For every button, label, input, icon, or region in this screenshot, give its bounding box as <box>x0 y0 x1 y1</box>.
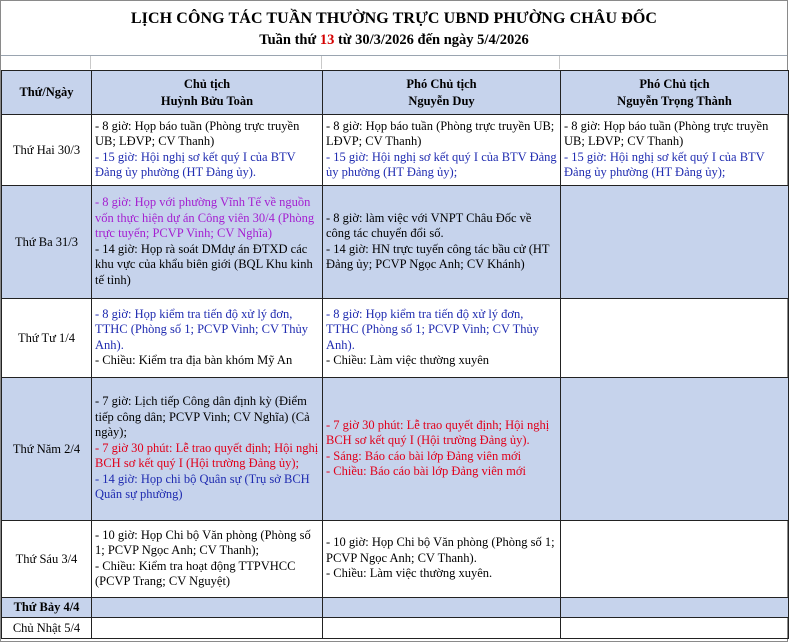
schedule-cell-empty <box>561 299 789 378</box>
schedule-entry: - Sáng: Báo cáo bài lớp Đảng viên mới <box>326 448 522 463</box>
schedule-entry: - 15 giờ: Hội nghị sơ kết quý I của BTV Đảng ủy phường (HT Đảng ủy). <box>95 149 296 179</box>
header-person: Nguyễn Trọng Thành <box>617 93 732 108</box>
schedule-entry: - 8 giờ: làm việc với VNPT Châu Đốc về công tác chuyển đổi số. <box>326 210 532 240</box>
table-row <box>2 618 789 639</box>
header-role: Phó Chủ tịch <box>406 76 477 91</box>
schedule-entry: - 14 giờ: Họp rà soát DMdự án ĐTXD các khu vực của khẩu biên giới (BQL Khu kinh tế tỉnh) <box>95 241 313 287</box>
schedule-cell-empty <box>561 618 789 639</box>
table-row <box>2 186 789 299</box>
spacer-cell <box>1 56 91 69</box>
day-cell: Thứ Sáu 3/4 <box>2 521 92 598</box>
title-block <box>1 1 787 56</box>
schedule-cell <box>92 115 323 186</box>
schedule-cell-empty <box>323 618 561 639</box>
page-subtitle <box>1 31 787 49</box>
schedule-cell-empty <box>561 521 789 598</box>
schedule-cell <box>92 521 323 598</box>
schedule-entry: - 8 giờ: Họp kiểm tra tiến độ xử lý đơn, TTHC (Phòng số 1; PCVP Vinh; CV Thủy Anh). <box>326 306 540 352</box>
schedule-entry: - 10 giờ: Họp Chi bộ Văn phòng (Phòng số 1; PCVP Ngọc Anh; CV Thanh); <box>95 527 311 557</box>
schedule-cell <box>92 186 323 299</box>
table-row <box>2 378 789 521</box>
header-row <box>2 71 789 115</box>
schedule-cell-empty <box>561 186 789 299</box>
schedule-entry: - 14 giờ: Họp chi bộ Quân sự (Trụ sở BCH Quân sự phường) <box>95 471 310 502</box>
schedule-entry: - 8 giờ: Họp báo tuần (Phòng trực truyền UB; LĐVP; CV Thanh) <box>564 118 769 148</box>
schedule-cell <box>323 186 561 299</box>
schedule-entry: - 8 giờ: Họp báo tuần (Phòng trực truyền UB; LĐVP; CV Thanh) <box>326 118 555 148</box>
subtitle-prefix: Tuần thứ <box>259 32 317 48</box>
table-row <box>2 299 789 378</box>
day-cell: Thứ Ba 31/3 <box>2 186 92 299</box>
day-cell: Chủ Nhật 5/4 <box>2 618 92 639</box>
day-cell: Thứ Tư 1/4 <box>2 299 92 378</box>
schedule-cell-empty <box>323 598 561 618</box>
schedule-entry: - 15 giờ: Hội nghị sơ kết quý I của BTV Đảng ủy phường (HT Đảng ủy); <box>326 149 557 179</box>
schedule-cell-empty <box>92 598 323 618</box>
schedule-entry: - Chiều: Kiểm tra địa bàn khóm Mỹ An <box>95 353 293 367</box>
header-person: Huỳnh Bửu Toàn <box>160 93 254 108</box>
week-number: 13 <box>319 32 335 48</box>
schedule-cell <box>323 299 561 378</box>
schedule-cell <box>561 115 789 186</box>
spacer-cell <box>91 56 322 69</box>
schedule-cell <box>92 299 323 378</box>
table-row <box>2 521 789 598</box>
header-chairman <box>92 71 323 115</box>
schedule-entry: - 8 giờ: Họp kiểm tra tiến độ xử lý đơn, TTHC (Phòng số 1; PCVP Vinh; CV Thủy Anh). <box>95 306 309 352</box>
header-role: Phó Chủ tịch <box>639 76 710 91</box>
schedule-cell <box>323 115 561 186</box>
schedule-entry: - 15 giờ: Hội nghị sơ kết quý I của BTV Đảng ủy phường (HT Đảng ủy); <box>564 149 765 179</box>
header-person: Nguyễn Duy <box>408 93 475 108</box>
schedule-cell-empty <box>92 618 323 639</box>
header-vice-chairman-1 <box>323 71 561 115</box>
table-row <box>2 115 789 186</box>
schedule-entry: - Chiều: Kiểm tra hoạt động TTPVHCC (PCVP Trang; CV Nguyệt) <box>95 558 296 588</box>
schedule-entry: - 14 giờ: HN trực tuyến công tác bầu cử (HT Đảng ủy; PCVP Ngọc Anh; CV Khánh) <box>326 241 550 271</box>
table-row <box>2 598 789 618</box>
schedule-cell <box>323 378 561 521</box>
schedule-cell <box>92 378 323 521</box>
subtitle-suffix: từ 30/3/2026 đến ngày 5/4/2026 <box>337 32 529 48</box>
day-cell: Thứ Hai 30/3 <box>2 115 92 186</box>
schedule-entry: - 7 giờ: Lịch tiếp Công dân định kỳ (Điểm tiếp công dân; PCVP Vinh; CV Nghĩa) (Cả ngày); <box>95 394 310 440</box>
schedule-entry: - 7 giờ 30 phút: Lễ trao quyết định; Hội nghị BCH sơ kết quý I (Hội trường Đảng ủy); <box>95 440 319 471</box>
schedule-cell-empty <box>561 598 789 618</box>
schedule-cell-empty <box>561 378 789 521</box>
day-cell: Thứ Bảy 4/4 <box>2 598 92 618</box>
spacer-row <box>1 56 787 69</box>
schedule-entry: - Chiều: Làm việc thường xuyên. <box>326 566 493 581</box>
spacer-cell <box>322 56 560 69</box>
page-title: LỊCH CÔNG TÁC TUẦN THƯỜNG TRỰC UBND PHƯỜNG CHÂU ĐỐC <box>130 10 658 27</box>
schedule-entry: - Chiều: Báo cáo bài lớp Đảng viên mới <box>326 464 526 478</box>
schedule-entry: - 10 giờ: Họp Chi bộ Văn phòng (Phòng số 1; PCVP Ngọc Anh; CV Thanh). <box>326 535 555 565</box>
header-day: Thứ/Ngày <box>2 71 92 115</box>
day-cell: Thứ Năm 2/4 <box>2 378 92 521</box>
header-role: Chủ tịch <box>183 76 231 91</box>
schedule-entry: - 8 giờ: Họp báo tuần (Phòng trực truyền UB; LĐVP; CV Thanh) <box>95 118 300 148</box>
schedule-entry: - 7 giờ 30 phút: Lễ trao quyết định; Hội nghị BCH sơ kết quý I (Hội trường Đảng ủy). <box>326 417 550 447</box>
schedule-entry: - 8 giờ: Họp với phường Vĩnh Tế về nguồn vốn thực hiện dự án Công viên 30/4 (Phòng trực tuyến; PCVP Vinh; CV Nghĩa) <box>95 195 315 240</box>
schedule-table <box>1 70 789 639</box>
schedule-entry: - Chiều: Làm việc thường xuyên <box>326 353 490 367</box>
header-vice-chairman-2 <box>561 71 789 115</box>
schedule-cell <box>323 521 561 598</box>
